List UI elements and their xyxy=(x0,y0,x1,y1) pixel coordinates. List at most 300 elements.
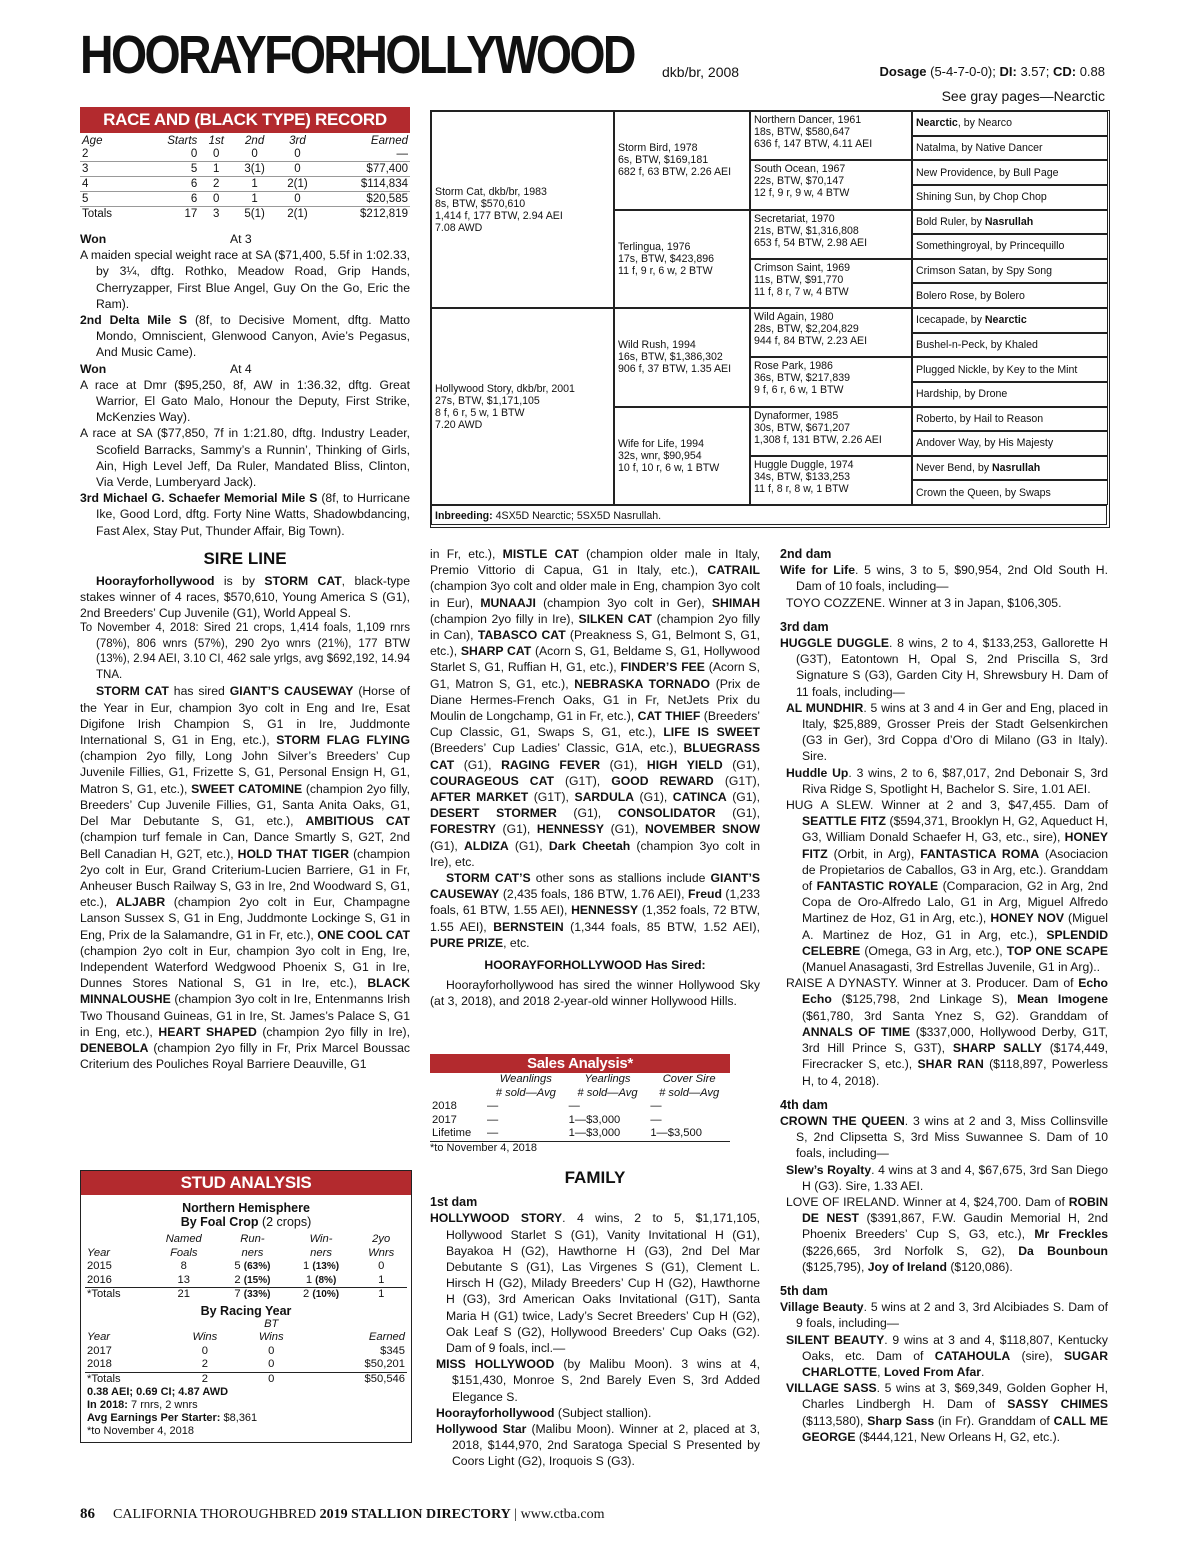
foal-crop-header-cell: ners xyxy=(241,1246,264,1259)
foal-crop-table xyxy=(85,1233,407,1302)
pedigree-line: 28s, BTW, $2,204,829 xyxy=(754,323,859,335)
win-race-3: A race at SA ($77,850, 7f in 1:21.80, dftg. Industry Leader, Scofield Barracks, Sammy’s a Runnin’, Thinking of Girls, Ain, High Level Jeff, Da Ruler, Mandated Bliss, Clinton, Via Verde, Lumberyard Jack). xyxy=(80,426,410,490)
pedigree-line: Dynaformer, 1985 xyxy=(754,409,839,422)
pedigree-line: Rose Park, 1986 xyxy=(754,360,833,373)
dam-4-text: CROWN THE QUEEN. 3 wins at 2 and 3, Miss Collinsville S, 2nd Clipsetta S, 3rd Miss Suwannee S. Dam of 10 foals, including— Slew’s Royalty. 4 wins at 3 and 4, $67,675, 3rd San Diego H (G3). Sire, 1.33 AEI. LOVE OF IRELAND. Winner at 4, $24,700. Dam of ROBIN DE NEST ($391,867, F.W. Gaudin Memorial H, 2nd Phoenix Breeders’ Cup S, G3, etc.), Mr Freckles ($226,665, 3rd Norfolk S, G2), Da Bounboun ($125,795), Joy of Ireland ($120,086). xyxy=(780,1113,1108,1274)
di-label: DI: xyxy=(999,64,1017,79)
sire-progeny-2: in Fr, etc.), MISTLE CAT (champion older male in Italy, Premio Vittorio di Capua, G1 in Italy, etc.), CATRAIL (champion 3yo colt and older male in Eng, champion 3yo colt in Eur), MUNAAJI (champion 3yo colt in Ger), SHIMAH (champion 2yo filly in Ire), SILKEN CAT (champion 2yo filly in Can), TABASCO CAT (Preakness S, G1, Belmont S, G1, etc.), SHARP CAT (Acorn S, G1, Beldame S, G1, Hollywood Starlet S, G1, Ruffian H, G1, etc.), FINDER’S FEE (Acorn S, G1, Matron S, G1, etc.), NEBRASKA TORNADO (Prix de Diane Hermes-French Oaks, G1 in Fr, NetJets Prix du Moulin de Longchamp, G1 in Fr, etc.), CAT THIEF (Breeders’ Cup Classic, G1, Swaps S, G1, etc.), LIFE IS SWEET (Breeders’ Cup Ladies’ Classic, G1A, etc.), BLUEGRASS CAT (G1), RAGING FEVER (G1), HIGH YIELD (G1), COURAGEOUS CAT (G1T), GOOD REWARD (G1T), AFTER MARKET (G1T), SARDULA (G1), CATINCA (G1), DESERT STORMER (G1), CONSOLIDATOR (G1), FORESTRY (G1), HENNESSY (G1), NOVEMBER SNOW (G1), ALDIZA (G1), Dark Cheetah (champion 3yo colt in Ire), etc. xyxy=(430,547,761,869)
racing-year-totals-row-cell: 2 xyxy=(201,1372,208,1385)
sired-heading: HOORAYFORHOLLYWOOD Has Sired: xyxy=(484,958,706,973)
race-record-header-row-cell: Starts xyxy=(167,135,198,147)
ancestor-name: Nearctic, by Nearco xyxy=(916,117,1012,130)
racing-year-totals-row-cell: *Totals xyxy=(87,1372,121,1385)
racing-year-totals-row-cell: $50,546 xyxy=(364,1372,405,1385)
pedigree-line: Huggle Duggle, 1974 xyxy=(754,458,854,471)
place-race-2 xyxy=(80,490,410,539)
racing-year-totals-row xyxy=(85,1372,407,1386)
race-record-row xyxy=(80,192,410,207)
pedigree-line: 21s, BTW, $1,316,808 xyxy=(754,224,859,237)
stud-analysis-box xyxy=(80,1170,412,1443)
won-at-4-heading xyxy=(80,361,410,377)
pedigree-line: 11 f, 8 r, 7 w, 4 BTW xyxy=(754,285,849,298)
runners-cell: 2 (15%) xyxy=(234,1273,271,1286)
publication: CALIFORNIA THOROUGHBRED xyxy=(113,1507,320,1522)
sales-row-cell: — xyxy=(568,1100,580,1112)
racing-year-header-cell xyxy=(85,1318,172,1332)
sales-row-cell: Lifetime xyxy=(432,1127,472,1139)
pedigree-line: 7.20 AWD xyxy=(435,418,483,431)
race-record-row-cell: 5 xyxy=(190,163,198,175)
by-foal-crop-heading xyxy=(81,1215,411,1229)
race-record-row-cell: 3 xyxy=(82,163,89,175)
race-record-row-cell: 0 xyxy=(294,163,301,175)
dosage-line xyxy=(880,64,1105,79)
family-left xyxy=(430,1170,760,1470)
twoyo-winners-cell: 1 xyxy=(378,1273,385,1286)
winners-cell: 1 (8%) xyxy=(305,1273,337,1286)
place-race-1 xyxy=(80,312,410,361)
pedigree-line: 11s, BTW, $91,770 xyxy=(754,273,844,286)
foal-crop-header-cell: Named xyxy=(165,1233,202,1245)
race-record-row-cell: 0 xyxy=(190,148,198,160)
pedigree-line: 944 f, 84 BTW, 2.23 AEI xyxy=(754,335,868,347)
pedigree-line: Wife for Life, 1994 xyxy=(618,437,704,450)
dosage-label: Dosage xyxy=(879,64,927,79)
sire-summary: , black-type stakes winner of 4 races, $570,610, Young America S (G1), 2nd Breeders’ Cup Juvenile (G1), World Appeal S. xyxy=(80,573,410,621)
pedigree-line: 9 f, 6 r, 6 w, 1 BTW xyxy=(754,384,844,397)
race-record-title: RACE AND (BLACK TYPE) RECORD xyxy=(80,107,410,133)
middle-column xyxy=(430,546,760,1010)
winners-cell: 1 (13%) xyxy=(303,1260,340,1272)
race-record-row xyxy=(80,177,410,192)
sales-header-cell: Yearlings xyxy=(584,1073,631,1085)
race-record-table xyxy=(80,135,410,221)
sire-connector: is by xyxy=(214,573,265,588)
ancestor-name: Bushel-n-Peck, by Khaled xyxy=(916,338,1038,351)
dam-3-heading: 3rd dam xyxy=(780,619,829,634)
race-record-row-cell: $20,585 xyxy=(366,193,408,205)
race-record-row-cell: 0 xyxy=(251,148,258,160)
pedigree-ancestor xyxy=(912,333,1108,358)
pedigree-ancestor xyxy=(912,382,1108,407)
pedigree-line: 30s, BTW, $671,207 xyxy=(754,421,850,434)
pedigree-great-grandparent xyxy=(750,308,912,357)
racing-year-header-cell: Year xyxy=(87,1331,111,1343)
win-race-2: A race at Dmr ($95,250, 8f, AW in 1:36.32, dftg. Great Warrior, El Gato Malo, Honour the Deputy, First Strike, McKenzies Way). xyxy=(80,377,410,425)
dam-2-heading: 2nd dam xyxy=(780,547,832,561)
racing-year-header-cell xyxy=(304,1318,407,1332)
race-record-section xyxy=(80,107,410,1072)
pedigree-line: 27s, BTW, $1,171,105 xyxy=(435,394,540,407)
sales-header-cell xyxy=(430,1073,485,1087)
race-record-row-cell: 3(1) xyxy=(244,163,265,175)
race-record-row-cell: 0 xyxy=(294,148,301,160)
racing-year-row-cell: $345 xyxy=(380,1344,405,1357)
pedigree-line: 8s, BTW, $570,610 xyxy=(435,197,526,210)
race-record-row-cell: 4 xyxy=(82,178,89,190)
foal-crop-header-cell: Foals xyxy=(170,1246,198,1259)
twoyo-winners-cell: 0 xyxy=(378,1260,385,1272)
dam-4-heading: 4th dam xyxy=(780,1097,828,1112)
place-race-1-name: 2nd Delta Mile S xyxy=(80,313,188,328)
pedigree-line: 11 f, 8 r, 8 w, 1 BTW xyxy=(754,482,849,495)
foal-crop-header-cell: Win- xyxy=(309,1233,333,1245)
pedigree-line: Secretariat, 1970 xyxy=(754,212,835,225)
ancestor-name: Natalma, by Native Dancer xyxy=(916,141,1043,154)
sire-stats: To November 4, 2018: Sired 21 crops, 1,414 foals, 1,109 rnrs (78%), 806 wnrs (57%), 290 2yo wnrs (21%), 177 BTW (13%), 2.94 AEI, 3.10 CI, 462 sale yrlgs, avg $692,192, 14.94 TNA. xyxy=(80,622,410,681)
ancestor-name: Crimson Satan, by Spy Song xyxy=(916,265,1053,278)
sales-header-cell: # sold—Avg xyxy=(659,1086,720,1099)
race-record-row-cell: 6 xyxy=(190,178,198,190)
ancestor-name: Bold Ruler, by Nasrullah xyxy=(916,215,1034,228)
year-cell: *Totals xyxy=(87,1288,121,1300)
race-record-row-cell: 5 xyxy=(82,193,89,205)
pedigree-ancestor xyxy=(912,234,1108,259)
sales-analysis-title: Sales Analysis* xyxy=(430,1054,730,1073)
by-racing-year-heading: By Racing Year xyxy=(200,1303,292,1318)
sire-line-title: SIRE LINE xyxy=(203,548,287,568)
avg-earnings-label: Avg Earnings Per Starter: xyxy=(87,1412,221,1424)
sire-line-text xyxy=(80,573,410,1072)
sire-name: STORM CAT xyxy=(264,573,342,588)
race-record-row-cell: 1 xyxy=(251,193,258,205)
place-race-1-text: (8f, to Decisive Moment, dftg. Matto Mondo, Omniscient, Glenwood Canyon, Avie’s Pegasus, And Music Came). xyxy=(96,313,410,360)
race-record-totals-row xyxy=(80,207,410,222)
race-record-row-cell: 1 xyxy=(213,163,220,175)
sales-header-cell xyxy=(430,1087,485,1101)
race-record-header-row-cell: 3rd xyxy=(289,135,306,147)
racing-year-table xyxy=(85,1318,407,1387)
year-cell: 2015 xyxy=(87,1260,112,1272)
hemisphere: Northern Hemisphere xyxy=(182,1201,310,1215)
pedigree-great-grandparent xyxy=(750,357,912,406)
place-race-2-name: 3rd Michael G. Schaefer Memorial Mile S xyxy=(80,491,318,506)
sales-header-cell: # sold—Avg xyxy=(577,1086,638,1099)
sales-row-cell: 2018 xyxy=(432,1100,457,1112)
pedigree-line: 12 f, 9 r, 9 w, 4 BTW xyxy=(754,187,850,200)
horse-sub: dkb/br, 2008 xyxy=(662,64,740,80)
race-record-totals-row-cell: $212,819 xyxy=(360,208,408,220)
pedigree-ancestor xyxy=(912,480,1108,505)
pedigree-line: Crimson Saint, 1969 xyxy=(754,261,850,274)
foal-crop-header-cell xyxy=(85,1233,149,1247)
pedigree-line: 11 f, 9 r, 6 w, 2 BTW xyxy=(618,264,713,277)
race-record-row-cell: $77,400 xyxy=(366,163,408,175)
pedigree-line: 18s, BTW, $580,647 xyxy=(754,126,850,138)
in-2018-line xyxy=(87,1399,405,1412)
sales-header-cell: Cover Sire xyxy=(662,1073,716,1085)
pedigree-great-grandparent xyxy=(750,456,912,505)
won-at-3-heading xyxy=(80,231,410,247)
dam-1-text: HOLLYWOOD STORY. 4 wins, 2 to 5, $1,171,105, Hollywood Starlet S (G1), Vanity Invitational H (G1), Bayakoa H (G2), Hawthorne H (G3), 2nd Del Mar Debutante S (G1), Las Virgenes S (G1), Clement L. Hirsch H (G2), Milady Breeders’ Cup H (G2), Hawthorne H (G3), 3rd American Oaks Invitational (G1T), Santa Maria H (G1) twice, Lady’s Secret Breeders’ Cup H (G2), Oak Leaf S (G2), Hollywood Breeders’ Cup Oaks (G2). Dam of 9 foals, incl.— MISS HOLLYWOOD (by Malibu Moon). 3 wins at 4, $151,430, Monroe S, 2nd Barely Even S, 3rd Added Elegance S. Hoorayforhollywood (Subject stallion). Hollywood Star (Malibu Moon). Winner at 2, placed at 3, 2018, $144,970, 2nd Saratoga Special S Presented by Coors Light (G2), Iroquois S (G3). xyxy=(430,1211,760,1469)
pedigree-grandparent xyxy=(614,111,750,210)
ancestor-name: Shining Sun, by Chop Chop xyxy=(916,191,1047,204)
crop-count: (2 crops) xyxy=(261,1215,312,1229)
avg-earnings-line xyxy=(87,1412,405,1425)
pedigree-great-grandparent xyxy=(750,210,912,259)
stud-analysis-title: STUD ANALYSIS xyxy=(81,1171,411,1195)
racing-year-header xyxy=(85,1331,407,1345)
pedigree-line: Storm Cat, dkb/br, 1983 xyxy=(435,185,547,198)
foals-cell: 13 xyxy=(177,1273,190,1286)
pedigree-line: 1,308 f, 131 BTW, 2.26 AEI xyxy=(754,433,882,446)
race-record-row-cell: 2 xyxy=(82,148,89,160)
pedigree-line: Northern Dancer, 1961 xyxy=(754,114,862,126)
sales-row-cell: — xyxy=(650,1113,662,1126)
racing-year-row-cell: 0 xyxy=(268,1358,275,1370)
pedigree-line: 32s, wnr, $90,954 xyxy=(618,449,702,462)
pedigree-ancestor xyxy=(912,407,1108,432)
in-2018-label: In 2018: xyxy=(87,1399,128,1411)
pedigree-ancestor xyxy=(912,185,1108,210)
family-right xyxy=(780,546,1108,1445)
pedigree-ancestor xyxy=(912,308,1108,333)
foals-cell: 8 xyxy=(180,1260,187,1272)
runners-cell: 5 (63%) xyxy=(234,1260,271,1272)
race-record-row-cell: 0 xyxy=(213,193,220,205)
racing-year-header-cell xyxy=(172,1318,238,1332)
pedigree-ancestor xyxy=(912,160,1108,185)
sales-header-cell: # sold—Avg xyxy=(495,1086,556,1099)
race-record-row-cell: 2 xyxy=(213,178,220,190)
racing-year-row-cell: 0 xyxy=(268,1344,275,1357)
pedigree-line: Wild Again, 1980 xyxy=(754,311,834,323)
sales-note: *to November 4, 2018 xyxy=(430,1141,730,1155)
race-record-row-cell: 2(1) xyxy=(287,178,308,190)
race-record-header xyxy=(80,135,410,147)
won-label: Won xyxy=(80,232,107,246)
foal-crop-header-cell: ners xyxy=(310,1246,332,1259)
sales-row xyxy=(430,1127,730,1141)
pedigree-grandparent xyxy=(614,308,750,407)
stud-summary xyxy=(81,1386,411,1442)
foal-crop-row xyxy=(85,1260,407,1274)
win-race-1: A maiden special weight race at SA ($71,400, 5.5f in 1:02.33, by 3¼, dftg. Rothko, Meadow Road, Grip Hands, Cherryzapper, First Blue Angel, Guy On the Go, Eric the Ram). xyxy=(80,248,410,311)
pedigree-line: Wild Rush, 1994 xyxy=(618,339,696,352)
racing-year-row-cell: 2017 xyxy=(87,1344,112,1357)
sales-row-cell: — xyxy=(487,1127,499,1139)
race-record-header-row-cell: Earned xyxy=(370,135,408,147)
foals-cell: 21 xyxy=(177,1288,190,1300)
pedigree-dam xyxy=(431,308,614,505)
foal-crop-header xyxy=(85,1247,407,1261)
pedigree-line: 906 f, 37 BTW, 1.35 AEI xyxy=(618,363,732,376)
pedigree-great-grandparent xyxy=(750,111,912,160)
sales-row xyxy=(430,1100,730,1114)
sales-analysis-box xyxy=(430,1054,730,1155)
pedigree-line: 16s, BTW, $1,386,302 xyxy=(618,351,723,364)
pedigree-line: 36s, BTW, $217,839 xyxy=(754,372,850,385)
pedigree-line: 10 f, 10 r, 6 w, 1 BTW xyxy=(618,461,720,474)
ancestor-name: Andover Way, by His Majesty xyxy=(916,437,1054,450)
pedigree-line: South Ocean, 1967 xyxy=(754,163,846,176)
dam-3-text: HUGGLE DUGGLE. 8 wins, 2 to 4, $133,253, Gallorette H (G3T), Eatontown H, Opal S, 2nd Priscilla S, 3rd Signature S (G3), Garden City H, Shrewsbury H. Dam of 11 foals, including— AL MUNDHIR. 5 wins at 3 and 4 in Ger and Eng, placed in Italy, $25,889, Grosser Preis der Stadt Gelsenkirchen (G3 in Ger), 3rd Coppa d’Oro di Milano (G3 in Italy). Sire. Huddle Up. 3 wins, 2 to 6, $87,017, 2nd Debonair S, 3rd Riva Ridge S, Spotlight H, Bachelor S. Sire, 1.01 AEI. HUG A SLEW. Winner at 2 and 3, $47,455. Dam of SEATTLE FITZ ($594,371, Brooklyn H, G2, Aqueduct H, G3, William Donald Schaefer H, G3, etc., sire), HONEY FITZ (Orbit, in Arg), FANTASTICA ROMA (Asociacion de Propietarios de Caballos, G3 in Arg, etc.). Granddam of FANTASTIC ROYALE (Comparacion, G2 in Arg, 2nd Copa de Oro-Alfredo Lalo, G1 in Arg, Miguel Alfredo Martinez de Hoz, G1 in Arg, etc.), HONEY NOV (Miguel A. Martinez de Hoz, G1 in Arg, etc.), SPLENDID CELEBRE (Omega, G3 in Arg, etc.), TOP ONE SCAPE (Manuel Anasagasti, 3rd Estrellas Juvenile, G1 in Arg).. RAISE A DYNASTY. Winner at 3. Producer. Dam of Echo Echo ($125,798, 2nd Linkage S), Mean Imogene ($61,780, 3rd Santa Ynez S, G2). Granddam of ANNALS OF TIME ($337,000, Hollywood Derby, G1T, 3rd Hill Prince S, G3T), SHARP SALLY ($174,449, Firecracker S, etc.), SHAR RAN ($118,897, Powerless H, to 4, 2018). xyxy=(780,636,1109,1088)
pedigree-line: 8 f, 6 r, 5 w, 1 BTW xyxy=(435,406,525,419)
ancestor-name: Never Bend, by Nasrullah xyxy=(916,462,1041,475)
race-record-row-cell: 1 xyxy=(251,178,258,190)
pedigree-line: 22s, BTW, $70,147 xyxy=(754,175,845,188)
race-record-totals-row-cell: 17 xyxy=(184,208,198,220)
race-record-totals-row-cell: Totals xyxy=(82,208,113,220)
race-record-header-row-cell: Age xyxy=(82,135,103,147)
sales-row-cell: 2017 xyxy=(432,1113,457,1126)
ancestor-name: Hardship, by Drone xyxy=(916,388,1008,401)
ancestor-name: Plugged Nickle, by Key to the Mint xyxy=(916,363,1078,376)
racing-year-row xyxy=(85,1358,407,1372)
pedigree-ancestor xyxy=(912,136,1108,161)
foal-crop-header-cell: Year xyxy=(87,1246,111,1259)
ancestor-name: Bolero Rose, by Bolero xyxy=(916,289,1025,302)
pedigree-great-grandparent xyxy=(750,407,912,456)
winners-cell: 2 (10%) xyxy=(303,1288,340,1300)
race-record-row-cell: — xyxy=(396,148,408,160)
pedigree-line: Terlingua, 1976 xyxy=(618,240,691,253)
dam-5-heading: 5th dam xyxy=(780,1283,828,1298)
sales-row-cell: — xyxy=(487,1113,499,1126)
pedigree-chart xyxy=(430,110,1110,528)
pedigree-line: 34s, BTW, $133,253 xyxy=(754,470,850,483)
runners-cell: 7 (33%) xyxy=(234,1288,271,1300)
di-value: 3.57; xyxy=(1016,64,1053,79)
racing-year-row xyxy=(85,1345,407,1359)
sales-row-cell: — xyxy=(650,1100,662,1112)
race-record-totals-row-cell: 2(1) xyxy=(287,208,308,220)
pedigree-line: 1,414 f, 177 BTW, 2.94 AEI xyxy=(435,209,563,222)
pedigree-great-grandparent xyxy=(750,160,912,209)
racing-year-header-cell: Earned xyxy=(368,1331,405,1343)
dam-2-text: Wife for Life. 5 wins, 3 to 5, $90,954, 2nd Old South H. Dam of 10 foals, including— TOYO COZZENE. Winner at 3 in Japan, $106,305. xyxy=(780,563,1108,610)
racing-year-row-cell: 2018 xyxy=(87,1358,112,1370)
pedigree-ancestor xyxy=(912,357,1108,382)
foal-crop-header-cell: 2yo xyxy=(372,1233,391,1245)
ancestor-name: Crown the Queen, by Swaps xyxy=(916,486,1051,499)
inbreeding-line: Inbreeding: 4SX5D Nearctic; 5SX5D Nasrullah. xyxy=(431,505,1107,525)
race-record-row xyxy=(80,162,410,177)
race-record-notes xyxy=(80,231,410,539)
foal-crop-header-cell: Run- xyxy=(240,1233,265,1245)
won-age: At 3 xyxy=(230,232,252,246)
pedigree-grandparent xyxy=(614,210,750,309)
foal-crop-row xyxy=(85,1274,407,1288)
racing-year-totals-row-cell: 0 xyxy=(268,1372,275,1385)
year-cell: 2016 xyxy=(87,1273,112,1286)
ancestor-name: Somethingroyal, by Princequillo xyxy=(916,240,1065,253)
dam-1-heading: 1st dam xyxy=(430,1195,478,1210)
cd-label: CD: xyxy=(1052,64,1077,79)
pedigree-line: 653 f, 54 BTW, 2.98 AEI xyxy=(754,236,868,249)
pedigree-sire xyxy=(431,111,614,308)
sales-row-cell: 1—$3,000 xyxy=(568,1127,621,1139)
sales-row-cell: 1—$3,500 xyxy=(650,1127,702,1139)
website-link[interactable]: www.ctba.com xyxy=(520,1507,605,1522)
avg-earnings-value: $8,361 xyxy=(220,1412,258,1424)
cd-value: 0.88 xyxy=(1076,64,1105,79)
place-race-2-text: (8f, to Hurricane Ike, Good Lord, dftg. Forty Nine Watts, Shadowbdancing, Fast Alex, Stay Put, Thunder Affair, Big Town). xyxy=(96,491,410,538)
foal-crop-totals-row xyxy=(85,1288,407,1302)
sales-row-cell: 1—$3,000 xyxy=(568,1113,621,1126)
stud-note: *to November 4, 2018 xyxy=(87,1425,195,1437)
sired-text: Hoorayforhollywood has sired the winner Hollywood Sky (at 3, 2018), and 2018 2-year-old winner Hollywood Hills. xyxy=(430,978,760,1009)
foal-crop-header-cell: Wnrs xyxy=(368,1246,395,1259)
racing-year-header-cell: Wins xyxy=(192,1331,218,1343)
race-record-row-cell: 0 xyxy=(213,148,220,160)
in-2018-value: 7 rnrs, 2 wnrs xyxy=(127,1399,198,1411)
directory: 2019 STALLION DIRECTORY xyxy=(319,1507,511,1522)
horse-name: HOORAYFORHOLLYWOOD xyxy=(80,25,634,85)
sire-progeny-1: STORM CAT has sired GIANT’S CAUSEWAY (Horse of the Year in Eur, champion 3yo colt in Eng and Ire, Esat Digifone Irish Champion S, G1 in Ire, Juddmonte International S, G1 in Eng, etc.), STORM FLAG FLYING (champion 2yo filly, Long John Silver’s Breeders’ Cup Juvenile Fillies, G1, Frizette S, G1, Personal Ensign H, G1, Matron S, G1, etc.), SWEET CATOMINE (champion 2yo filly, Breeders’ Cup Juvenile Fillies, G1, Santa Anita Oaks, G1, Del Mar Debutante S, G1, etc.), AMBITIOUS CAT (champion turf female in Can, Dance Smartly S, G2T, 2nd Bell Canadian H, G2T, etc.), HOLD THAT TIGER (champion 2yo colt in Eur, Grand Criterium-Lucien Barriere, G1 in Fr, Anheuser Busch Railway S, G3 in Ire, 2nd Woodward S, G1, etc.), ALJABR (champion 2yo colt in Eur, Champagne Lanson Sussex S, G1 in Eng, Juddmonte Lockinge S, G1 in Eng, Prix de la Salamandre, G1 in Fr, etc.), ONE COOL CAT (champion 2yo colt in Eur, champion 3yo colt in Eng, Ire, Independent Waterford Wedgwood Phoenix S, G1 in Ire, Dunnes Stores National S, G1 in Ire, etc.), BLACK MINNALOUSHE (champion 3yo colt in Ire, Entenmanns Irish Two Thousand Guineas, G1 in Ire, St. James’s Palace S, G1 in Eng, etc.), HEART SHAPED (champion 2yo filly in Ire), DENEBOLA (champion 2yo filly in Fr, Prix Marcel Boussac Criterium des Pouliches Royal Barriere Deauville, G1 xyxy=(80,684,410,1072)
sales-header xyxy=(430,1073,730,1087)
racing-year-row-cell: 2 xyxy=(201,1358,208,1370)
footer xyxy=(80,1506,604,1523)
race-record-totals-row-cell: 3 xyxy=(213,208,220,220)
inbreeding-label: Inbreeding: xyxy=(435,510,493,522)
pedigree-line: 17s, BTW, $423,896 xyxy=(618,252,714,265)
footer-separator: | xyxy=(510,1507,521,1522)
sire-sons: STORM CAT’S other sons as stallions include GIANT’S CAUSEWAY (2,435 foals, 186 BTW, 1.76 AEI), Freud (1,233 foals, 61 BTW, 1.55 AEI), HENNESSY (1,352 foals, 72 BTW, 1.55 AEI), BERNSTEIN (1,344 foals, 85 BTW, 1.52 AEI), PURE PRIZE, etc. xyxy=(430,871,760,950)
dosage-value: (5-4-7-0-0); xyxy=(930,64,1000,79)
race-record-header-row-cell: 1st xyxy=(208,135,224,147)
ancestor-name: Icecapade, by Nearctic xyxy=(916,314,1027,327)
race-record-header-row xyxy=(80,135,410,147)
pedigree-great-grandparent xyxy=(750,259,912,308)
pedigree-ancestor xyxy=(912,259,1108,284)
by-foal-crop: By Foal Crop xyxy=(180,1215,259,1229)
race-record-header-row-cell: 2nd xyxy=(245,135,265,147)
pedigree-grandparent xyxy=(614,407,750,506)
won-age: At 4 xyxy=(230,361,252,376)
race-record-row-cell: 0 xyxy=(294,193,301,205)
race-record-row xyxy=(80,147,410,162)
ancestor-name: Roberto, by Hail to Reason xyxy=(916,412,1044,425)
pedigree-line: Hollywood Story, dkb/br, 2001 xyxy=(435,382,575,395)
sales-header xyxy=(430,1087,730,1101)
twoyo-winners-cell: 1 xyxy=(378,1288,385,1300)
race-record-totals-row-cell: 5(1) xyxy=(244,208,265,220)
won-label: Won xyxy=(80,361,107,376)
ancestor-name: New Providence, by Bull Page xyxy=(916,166,1059,179)
subject-name: Hoorayforhollywood xyxy=(96,573,215,588)
page-number: 86 xyxy=(80,1506,95,1522)
pedigree-ancestor xyxy=(912,431,1108,456)
pedigree-line: Storm Bird, 1978 xyxy=(618,142,698,155)
racing-year-header xyxy=(85,1318,407,1332)
racing-year-row-cell: $50,201 xyxy=(364,1358,405,1370)
gray-pages-note: See gray pages—Nearctic xyxy=(941,88,1105,104)
pedigree-line: 636 f, 147 BTW, 4.11 AEI xyxy=(754,138,873,150)
sales-header-cell: Weanlings xyxy=(499,1073,552,1085)
pedigree-ancestor xyxy=(912,210,1108,235)
pedigree-ancestor xyxy=(912,111,1108,136)
racing-year-header-cell: BT xyxy=(264,1317,279,1330)
racing-year-row-cell: 0 xyxy=(201,1344,208,1357)
sales-table xyxy=(430,1073,730,1141)
foal-crop-header xyxy=(85,1233,407,1247)
family-title: FAMILY xyxy=(564,1168,626,1187)
racing-year-header-cell: Wins xyxy=(258,1331,284,1343)
pedigree-line: 6s, BTW, $169,181 xyxy=(618,154,709,167)
sales-row xyxy=(430,1114,730,1128)
race-record-row-cell: $114,834 xyxy=(360,178,408,190)
pedigree-line: 7.08 AWD xyxy=(435,221,483,234)
pedigree-ancestor xyxy=(912,456,1108,481)
aei-line: 0.38 AEI; 0.69 CI; 4.87 AWD xyxy=(87,1386,229,1398)
race-record-row-cell: 6 xyxy=(190,193,198,205)
sire-line-intro xyxy=(80,573,410,622)
dam-5-text: Village Beauty. 5 wins at 2 and 3, 3rd Alcibiades S. Dam of 9 foals, including— SILENT BEAUTY. 9 wins at 3 and 4, $118,807, Kentucky Oaks, etc. Dam of CATAHOULA (sire), SUGAR CHARLOTTE, Loved From Afar. VILLAGE SASS. 5 wins at 3, $69,349, Golden Gopher H, Charles Lindbergh H. Dam of SASSY CHIMES ($113,580), Sharp Sass (in Fr). Granddam of CALL ME GEORGE ($444,121, New Orleans H, G2, etc.). xyxy=(780,1300,1109,1444)
sales-row-cell: — xyxy=(487,1100,499,1112)
pedigree-line: 682 f, 63 BTW, 2.26 AEI xyxy=(618,166,732,179)
pedigree-ancestor xyxy=(912,283,1108,308)
